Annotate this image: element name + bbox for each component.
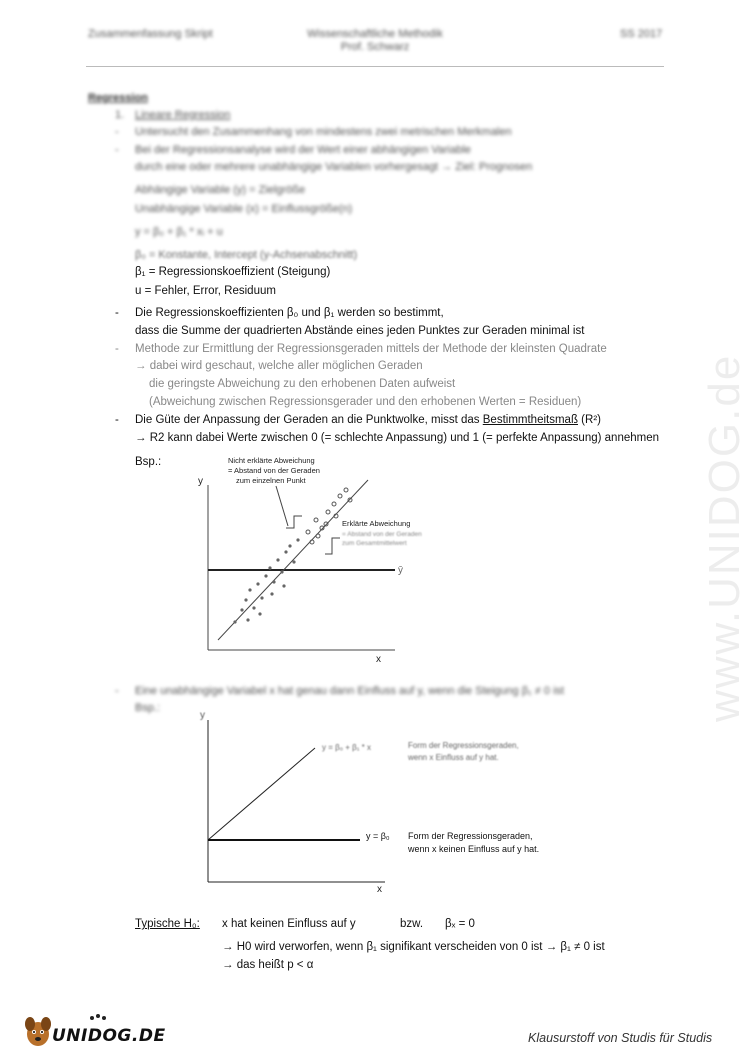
para2-line1: Methode zur Ermittlung der Regressionsgeraden mittels der Methode der kleinsten Quadrate bbox=[135, 343, 607, 355]
bullet-5: Unabhängige Variable (x) = Einflussgröße(n) bbox=[135, 203, 353, 215]
bullet-formula: y = β₀ + β₁ * xᵢ + u bbox=[135, 226, 223, 238]
fig2-desc-slope-l2: wenn x Einfluss auf y hat. bbox=[408, 753, 499, 762]
explained-bracket bbox=[325, 538, 340, 554]
watermark: www.UNIDOG.de bbox=[700, 353, 749, 722]
fig1-ybar: ȳ bbox=[398, 565, 403, 576]
bullet-4: Abhängige Variable (y) = Zielgröße bbox=[135, 184, 306, 196]
hypothesis-formula: βₓ = 0 bbox=[445, 918, 475, 930]
fig1-bsp: Bsp.: bbox=[135, 456, 162, 468]
def-beta1: β₁ = Regressionskoeffizient (Steigung) bbox=[135, 266, 331, 278]
fig2-desc-flat-l2: wenn x keinen Einfluss auf y hat. bbox=[408, 844, 540, 854]
fig2-desc-slope-l1: Form der Regressionsgeraden, bbox=[408, 741, 519, 750]
para3-line1 bbox=[135, 413, 601, 427]
scatter-figure bbox=[190, 450, 430, 665]
fig1-y-label: y bbox=[198, 476, 203, 487]
hypothesis-bzw: bzw. bbox=[400, 918, 424, 930]
para2-line4: (Abweichung zwischen Regressionsgerader und den erhobenen Werten = Residuen) bbox=[149, 396, 582, 408]
para2-line2: → dabei wird geschaut, welche aller möglichen Geraden bbox=[135, 360, 423, 372]
fig1-ann1-l1: Nicht erklärte Abweichung bbox=[228, 456, 315, 465]
para4-line1: Eine unabhängige Variabel x hat genau dann Einfluss auf y, wenn die Steigung β₁ ≠ 0 ist bbox=[135, 685, 565, 697]
fig1-ann2-l3: zum Gesamtmittelwert bbox=[342, 540, 407, 547]
header-left: Zusammenfassung Skript bbox=[88, 28, 213, 40]
data-points bbox=[233, 538, 299, 623]
hypothesis-line2: → H0 wird verworfen, wenn β₁ signifikant verscheiden von 0 ist → β₁ ≠ 0 ist bbox=[222, 941, 605, 953]
fig2-desc-flat-l1: Form der Regressionsgeraden, bbox=[408, 831, 533, 841]
para3-line1-post: (R²) bbox=[577, 414, 601, 426]
footer-logo bbox=[22, 1012, 166, 1057]
regression-line bbox=[218, 480, 368, 640]
bullet-3: durch eine oder mehrere unabhängige Variablen vorhergesagt → Ziel: Prognosen bbox=[135, 161, 533, 173]
fig1-ann1-l3: zum einzelnen Punkt bbox=[236, 476, 306, 485]
para1-line1: Die Regressionskoeffizienten β₀ und β₁ werden so bestimmt, bbox=[135, 307, 444, 319]
para4-bsp: Bsp.: bbox=[135, 702, 161, 714]
fig1-ann2-l2: = Abstand von der Geraden bbox=[342, 531, 422, 538]
para3-dash: - bbox=[115, 414, 119, 426]
footer-tagline: Klausurstoff von Studis für Studis bbox=[528, 1031, 713, 1045]
def-u: u = Fehler, Error, Residuum bbox=[135, 285, 276, 297]
hypothesis-line3: → das heißt p < α bbox=[222, 959, 314, 971]
regression-forms-figure bbox=[190, 700, 570, 895]
unexplained-arrow bbox=[276, 486, 288, 526]
fig2-eq-flat: y = β₀ bbox=[366, 831, 390, 841]
header-center-line1: Wissenschaftliche Methodik bbox=[307, 28, 443, 40]
fig1-ann2-l1: Erklärte Abweichung bbox=[342, 519, 411, 528]
hypothesis-label: Typische H₀: bbox=[135, 918, 200, 930]
para1-line2: dass die Summe der quadrierten Abstände eines jeden Punktes zur Geraden minimal ist bbox=[135, 325, 585, 337]
unexplained-bracket bbox=[286, 516, 302, 528]
footer-logo-text: UNIDOG.DE bbox=[52, 1026, 166, 1046]
header-divider bbox=[86, 66, 664, 67]
bullet-1: Untersucht den Zusammenhang von mindestens zwei metrischen Merkmalen bbox=[135, 126, 512, 138]
header-center bbox=[300, 28, 450, 54]
section-subtitle: Lineare Regression bbox=[135, 109, 231, 121]
fig2-eq-slope: y = β₀ + β₁ * x bbox=[322, 743, 372, 752]
para2-line3: die geringste Abweichung zu den erhobenen Daten aufweist bbox=[149, 378, 456, 390]
bullet-beta0: β₀ = Konstante, Intercept (y-Achsenabschnitt) bbox=[135, 249, 358, 261]
para1-dash: - bbox=[115, 307, 119, 319]
fig2-y-label: y bbox=[200, 710, 205, 721]
fig2-x-label: x bbox=[377, 884, 382, 895]
bestimmtheitsmass-term: Bestimmtheitsmaß bbox=[482, 414, 578, 426]
slope-line bbox=[208, 748, 315, 840]
para2-dash: - bbox=[115, 343, 119, 355]
para3-line2: → R2 kann dabei Werte zwischen 0 (= schlechte Anpassung) und 1 (= perfekte Anpassung) annehmen bbox=[135, 432, 659, 444]
section-subtitle-num: 1. bbox=[115, 109, 125, 121]
hypothesis-statement: x hat keinen Einfluss auf y bbox=[222, 918, 356, 930]
para3-line1-pre: Die Güte der Anpassung der Geraden an die Punktwolke, misst das bbox=[135, 414, 483, 426]
fig1-x-label: x bbox=[376, 654, 381, 665]
header-center-line2: Prof. Schwarz bbox=[340, 41, 410, 53]
header-right: SS 2017 bbox=[620, 28, 663, 40]
bullet-2: Bei der Regressionsanalyse wird der Wert einer abhängigen Variable bbox=[135, 144, 471, 156]
fig1-ann1-l2: = Abstand von der Geraden bbox=[228, 466, 320, 475]
section-title: Regression bbox=[88, 92, 148, 104]
